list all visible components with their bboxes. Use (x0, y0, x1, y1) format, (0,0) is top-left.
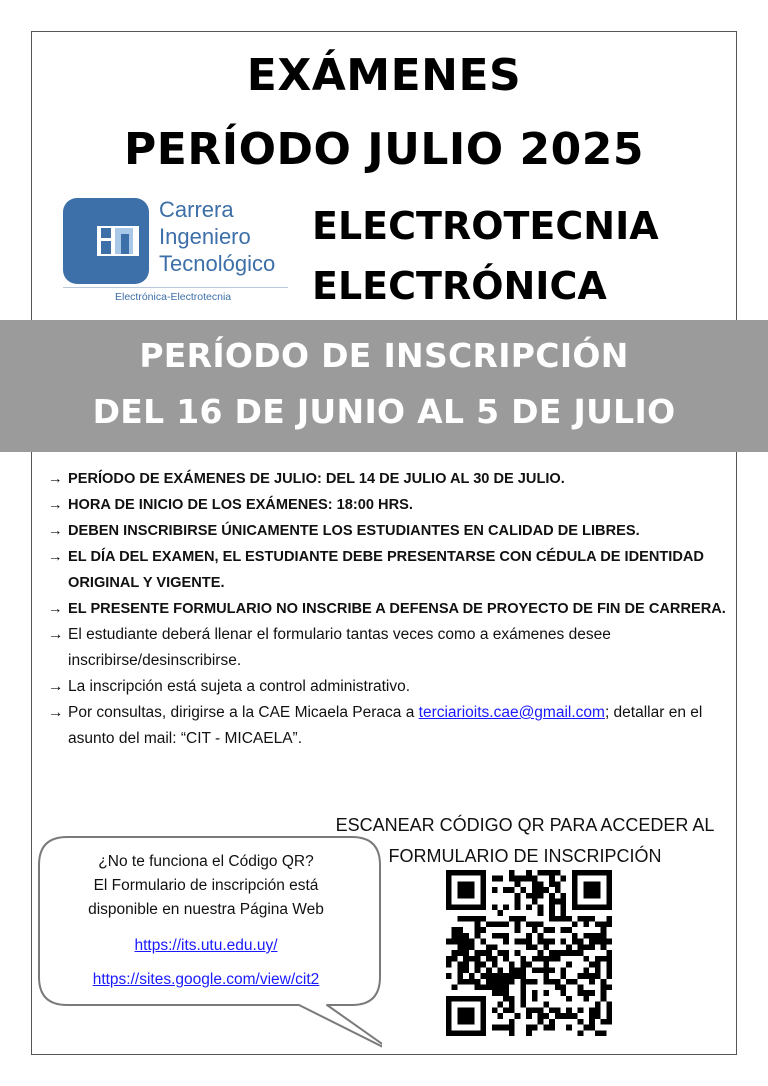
arrow-icon: → (48, 523, 63, 539)
title-period: PERÍODO JULIO 2025 (124, 124, 644, 175)
bubble-line1: ¿No te funciona el Código QR? (98, 853, 314, 870)
arrow-icon: → (48, 626, 64, 643)
list-item (48, 674, 728, 700)
google-sites-link[interactable]: https://sites.google.com/view/cit2 (92, 971, 320, 988)
arrow-icon: → (48, 678, 64, 695)
registration-banner (0, 320, 768, 452)
contact-prefix: Por consultas, dirigirse a la CAE Micaela Peraca a (68, 704, 419, 721)
list-item (48, 518, 728, 544)
arrow-icon: → (48, 471, 63, 487)
bubble-line3: disponible en nuestra Página Web (88, 901, 324, 918)
arrow-icon: → (48, 704, 64, 721)
item-text: El estudiante deberá llenar el formulario tantas veces como a exámenes desee inscribirse/desinscribirse. (68, 626, 611, 669)
career-electronica: ELECTRÓNICA (312, 264, 607, 308)
its-website-link[interactable]: https://its.utu.edu.uy/ (134, 937, 278, 954)
logo-line-ingeniero: Ingeniero (159, 224, 251, 249)
list-item (48, 492, 728, 518)
list-item (48, 544, 728, 596)
qr-code[interactable] (446, 870, 612, 1036)
banner-title: PERÍODO DE INSCRIPCIÓN (139, 336, 629, 375)
logo-line-carrera: Carrera (159, 197, 234, 222)
logo-subtitle: Electrónica-Electrotecnia (115, 291, 232, 303)
cit-logo-icon (63, 198, 149, 284)
title-exams: EXÁMENES (246, 50, 522, 101)
list-item (48, 622, 728, 674)
item-text: EL PRESENTE FORMULARIO NO INSCRIBE A DEFENSA DE PROYECTO DE FIN DE CARRERA. (68, 601, 726, 617)
qr-caption-line2: FORMULARIO DE INSCRIPCIÓN (388, 846, 662, 866)
list-item (48, 596, 728, 622)
logo-text (159, 196, 275, 277)
item-text: EL DÍA DEL EXAMEN, EL ESTUDIANTE DEBE PRESENTARSE CON CÉDULA DE IDENTIDAD ORIGINAL Y VIGENTE. (68, 549, 704, 591)
logo-line-tecnologico: Tecnológico (159, 251, 276, 276)
email-link[interactable]: terciarioits.cae@gmail.com (418, 704, 605, 721)
info-list (48, 466, 728, 752)
cit-logo (63, 196, 293, 311)
item-text: La inscripción está sujeta a control administrativo. (68, 678, 411, 695)
banner-dates: DEL 16 DE JUNIO AL 5 DE JULIO (92, 392, 676, 431)
item-text: PERÍODO DE EXÁMENES DE JULIO: DEL 14 DE JULIO AL 30 DE JULIO. (68, 471, 565, 487)
bubble-line2: El Formulario de inscripción está (93, 877, 319, 894)
list-item (48, 700, 728, 752)
contact-suffix: ; detallar en el asunto del mail: “CIT - MICAELA”. (68, 704, 703, 747)
arrow-icon: → (48, 601, 63, 617)
careers-block (312, 196, 659, 316)
list-item (48, 466, 728, 492)
item-text: DEBEN INSCRIBIRSE ÚNICAMENTE LOS ESTUDIANTES EN CALIDAD DE LIBRES. (68, 523, 640, 539)
item-text: HORA DE INICIO DE LOS EXÁMENES: 18:00 HRS. (68, 497, 413, 513)
bubble-text (46, 850, 366, 922)
qr-caption-line1: ESCANEAR CÓDIGO QR PARA ACCEDER AL (335, 815, 715, 835)
logo-divider (63, 287, 288, 288)
arrow-icon: → (48, 549, 63, 565)
arrow-icon: → (48, 497, 63, 513)
career-electrotecnia: ELECTROTECNIA (312, 204, 659, 248)
